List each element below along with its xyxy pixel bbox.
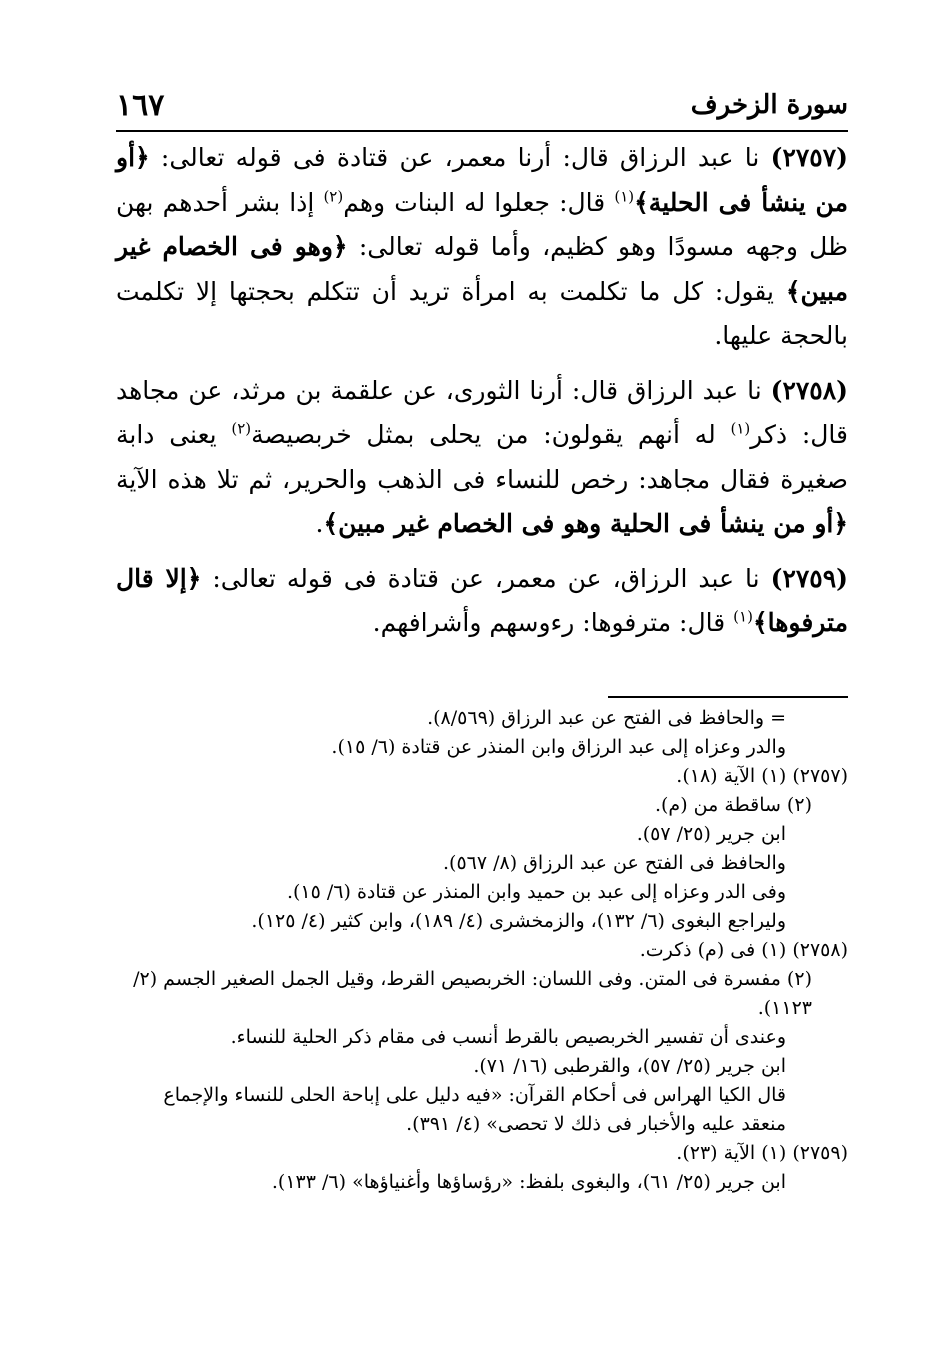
hadith-text: له أنهم يقولون: من يحلى بمثل خربصيصة bbox=[251, 420, 731, 449]
footnote-ref: (١) bbox=[614, 187, 635, 206]
hadith-text: يعنى دابة صغيرة فقال مجاهد: رخص للنساء فى الذهب والحرير، ثم تلا هذه الآية bbox=[116, 420, 848, 494]
quran-quote: ﴿إلا قال مترفوها﴾ bbox=[116, 563, 848, 637]
footnote-line: قال الكيا الهراس فى أحكام القرآن: «فيه دليل على إباحة الحلى للنساء والإجماع منعقد عليه والأخبار فى ذلك لا تحصى» (٤/ ٣٩١). bbox=[163, 1084, 786, 1135]
hadith-text: نا عبد الرزاق قال: أرنا الثورى، عن علقمة بن مرثد، عن مجاهد قال: ذكر bbox=[116, 375, 848, 449]
footnote-line: ابن جرير (٢٥/ ٦١)، والبغوى بلفظ: «رؤساؤها وأغنياؤها» (٦/ ١٣٣). bbox=[271, 1171, 786, 1193]
footnote-line: (٢٧٥٧) (١) الآية (١٨). bbox=[676, 765, 848, 787]
hadith-text: . bbox=[315, 509, 324, 538]
footnote-line: وعندى أن تفسير الخربصيص بالقرط أنسب فى مقام ذكر الحلية للنساء. bbox=[230, 1026, 786, 1048]
quran-quote: ﴿أو من ينشأ فى الحلية﴾ bbox=[116, 143, 848, 217]
hadith-text: يقول: كل ما تكلمت به امرأة تريد أن تتكلم بحجتها إلا تكلمت بالحجة عليها. bbox=[116, 276, 848, 350]
hadith-text: قال: جعلوا له البنات وهم bbox=[343, 187, 615, 217]
hadith-2759 bbox=[116, 557, 848, 646]
main-text bbox=[116, 136, 848, 656]
footnote-ref: (٢) bbox=[231, 419, 252, 438]
footnote-ref: (١) bbox=[730, 419, 751, 438]
hadith-text: إذا بشر أحدهم بهن ظل وجهه مسودًا وهو كظيم، وأما قوله تعالى: bbox=[116, 187, 848, 261]
footnote-line: والدر وعزاه إلى عبد الرزاق وابن المنذر عن قتادة (٦/ ١٥). bbox=[331, 736, 786, 758]
quran-quote: ﴿وهو فى الخصام غير مبين﴾ bbox=[116, 232, 848, 306]
footnote-line: ابن جرير (٢٥/ ٥٧). bbox=[636, 823, 786, 845]
footnote-line: = والحافظ فى الفتح عن عبد الرزاق (٨/٥٦٩). bbox=[427, 707, 786, 729]
footnote-ref: (٢) bbox=[323, 187, 344, 206]
hadith-text: نا عبد الرزاق، عن معمر، عن قتادة فى قوله تعالى: bbox=[201, 563, 771, 593]
hadith-2758 bbox=[116, 369, 848, 547]
surah-title: سورة الزخرف bbox=[690, 90, 848, 120]
footnote-line: والحافظ فى الفتح عن عبد الرزاق (٨/ ٥٦٧). bbox=[442, 852, 786, 874]
footnote-ref: (١) bbox=[733, 607, 753, 626]
footnote-line: (٢) مفسرة فى المتن. وفى اللسان: الخربصيص القرط، وقيل الجمل الصغير الجسم (٢/ ١١٢٣). bbox=[133, 968, 812, 1019]
hadith-text: نا عبد الرزاق قال: أرنا معمر، عن قتادة فى قوله تعالى: bbox=[149, 143, 771, 172]
footnote-line: (٢٧٥٨) (١) فى (م) ذكرت. bbox=[639, 939, 848, 961]
hadith-number: (٢٧٥٧) bbox=[770, 143, 848, 172]
footnote-line: ابن جرير (٢٥/ ٥٧)، والقرطبى (١٦/ ٧١). bbox=[473, 1055, 786, 1077]
footnote-line: وليراجع البغوى (٦/ ١٣٢)، والزمخشرى (٤/ ١٨٩)، وابن كثير (٤/ ١٢٥). bbox=[251, 910, 786, 932]
page-header bbox=[116, 88, 848, 132]
hadith-number: (٢٧٥٨) bbox=[770, 375, 848, 405]
hadith-2757 bbox=[116, 136, 848, 359]
footnote-line: (٢٧٥٩) (١) الآية (٢٣). bbox=[676, 1142, 848, 1164]
hadith-text: قال: مترفوها: رءوسهم وأشرافهم. bbox=[372, 608, 734, 637]
footnote-divider bbox=[608, 696, 848, 698]
footnote-line: وفى الدر وعزاه إلى عبد بن حميد وابن المنذر عن قتادة (٦/ ١٥). bbox=[286, 881, 786, 903]
quran-quote: ﴿أو من ينشأ فى الحلية وهو فى الخصام غير مبين﴾ bbox=[323, 509, 848, 538]
hadith-number: (٢٧٥٩) bbox=[770, 563, 849, 593]
page-number: ١٦٧ bbox=[116, 88, 165, 123]
footnotes bbox=[116, 704, 848, 1197]
footnote-line: (٢) ساقطة من (م). bbox=[654, 794, 812, 816]
